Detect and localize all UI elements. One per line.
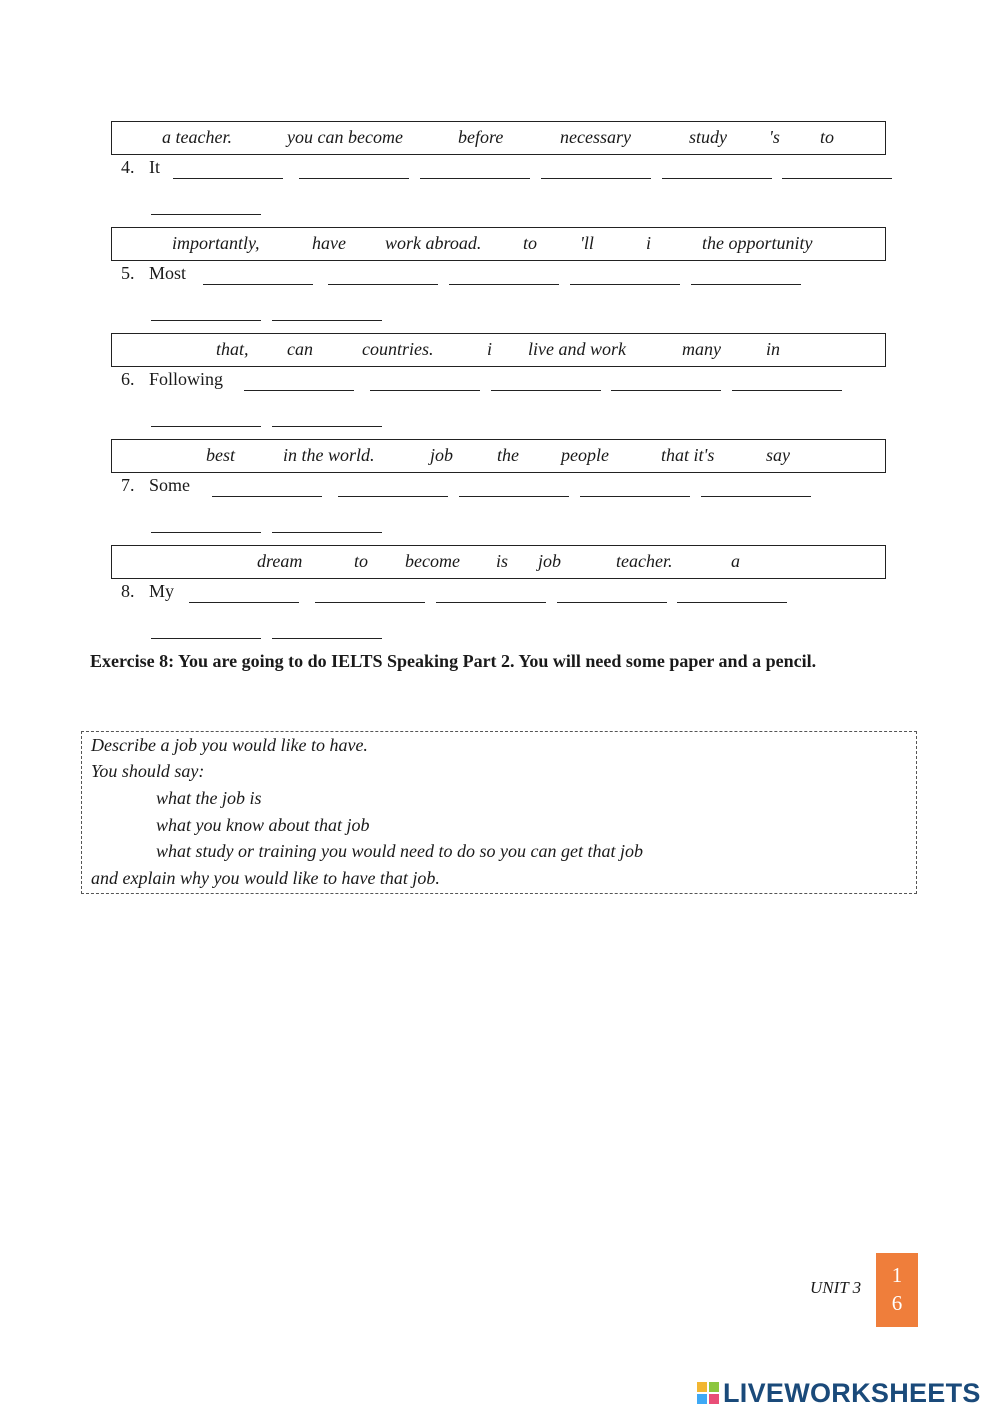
answer-blank[interactable] [782,178,892,179]
question-number: 5. [121,263,135,283]
answer-blank[interactable] [570,284,680,285]
answer-blank[interactable] [151,214,261,215]
answer-blank[interactable] [189,602,299,603]
word-box-q6 [111,333,886,367]
answer-blank[interactable] [272,426,382,427]
liveworksheets-icon [697,1382,719,1404]
word-chip: the [497,445,519,465]
page-number-digit: 6 [891,1291,903,1315]
word-chip: that it's [661,445,715,465]
word-chip: have [312,233,346,253]
task-point: what you know about that job [156,815,370,835]
word-chip: the opportunity [702,233,813,253]
answer-blank[interactable] [272,638,382,639]
answer-blank[interactable] [212,496,322,497]
answer-blank[interactable] [272,532,382,533]
task-say-label: You should say: [91,761,205,781]
word-chip: to [523,233,538,253]
answer-blank[interactable] [151,638,261,639]
word-chip: live and work [528,339,626,359]
question-number: 7. [121,475,135,495]
answer-blank[interactable] [315,602,425,603]
word-chip: 'll [580,233,594,253]
answer-blank[interactable] [151,426,261,427]
word-chip: before [458,127,504,147]
word-chip: countries. [362,339,434,359]
word-chip: i [646,233,652,253]
question-4-line [121,157,160,178]
answer-blank[interactable] [151,320,261,321]
answer-blank[interactable] [449,284,559,285]
page-number-badge [876,1253,918,1327]
liveworksheets-brand-text: LIVEWORKSHEETS [723,1377,981,1408]
word-chip: teacher. [616,551,673,571]
answer-blank[interactable] [701,496,811,497]
word-chip: become [405,551,460,571]
question-number: 8. [121,581,135,601]
logo-square [697,1382,707,1392]
task-point: what the job is [156,788,262,808]
answer-blank[interactable] [541,178,651,179]
word-box-q5 [111,227,886,261]
answer-blank[interactable] [677,602,787,603]
word-chip: dream [257,551,303,571]
word-chip: i [487,339,493,359]
question-start-word: Some [149,475,191,495]
question-start-word: My [149,581,175,601]
answer-blank[interactable] [459,496,569,497]
word-chip: people [561,445,609,465]
word-chip: job [538,551,562,571]
word-chip: best [206,445,235,465]
answer-blank[interactable] [299,178,409,179]
word-chip: importantly, [172,233,260,253]
answer-blank[interactable] [436,602,546,603]
word-chip: to [354,551,369,571]
question-5-line [121,263,186,284]
word-chip: a [731,551,740,571]
answer-blank[interactable] [370,390,480,391]
answer-blank[interactable] [611,390,721,391]
liveworksheets-logo[interactable] [697,1377,981,1409]
word-chip: say [766,445,790,465]
question-start-word: Following [149,369,224,389]
speaking-task-card [81,731,917,894]
answer-blank[interactable] [151,532,261,533]
page-number-digit: 1 [891,1263,903,1287]
question-start-word: It [149,157,160,177]
answer-blank[interactable] [732,390,842,391]
question-number: 4. [121,157,135,177]
answer-blank[interactable] [557,602,667,603]
answer-blank[interactable] [244,390,354,391]
answer-blank[interactable] [662,178,772,179]
word-chip: you can become [287,127,403,147]
question-6-line [121,369,223,390]
task-prompt: Describe a job you would like to have. [91,735,368,755]
word-chip: is [496,551,509,571]
exercise-8-heading: Exercise 8: You are going to do IELTS Speaking Part 2. You will need some paper and a pencil. [90,651,817,671]
answer-blank[interactable] [691,284,801,285]
word-chip: to [820,127,835,147]
answer-blank[interactable] [272,320,382,321]
word-chip: many [682,339,721,359]
answer-blank[interactable] [173,178,283,179]
word-chip: work abroad. [385,233,482,253]
word-chip: that, [216,339,249,359]
answer-blank[interactable] [203,284,313,285]
unit-label: UNIT 3 [810,1278,862,1297]
word-box-q8 [111,545,886,579]
word-chip: in [766,339,781,359]
word-chip: can [287,339,313,359]
word-chip: necessary [560,127,631,147]
word-box-q4 [111,121,886,155]
question-number: 6. [121,369,135,389]
answer-blank[interactable] [580,496,690,497]
answer-blank[interactable] [328,284,438,285]
word-box-q7 [111,439,886,473]
answer-blank[interactable] [491,390,601,391]
task-point: what study or training you would need to do so you can get that job [156,841,643,861]
answer-blank[interactable] [338,496,448,497]
task-closing: and explain why you would like to have that job. [91,868,440,888]
logo-square [697,1394,707,1404]
word-chip: a teacher. [162,127,232,147]
word-chip: in the world. [283,445,375,465]
logo-square [709,1394,719,1404]
question-start-word: Most [149,263,187,283]
word-chip: study [689,127,727,147]
logo-square [709,1382,719,1392]
question-7-line [121,475,190,496]
question-8-line [121,581,174,602]
word-chip: 's [769,127,780,147]
word-chip: job [430,445,454,465]
answer-blank[interactable] [420,178,530,179]
